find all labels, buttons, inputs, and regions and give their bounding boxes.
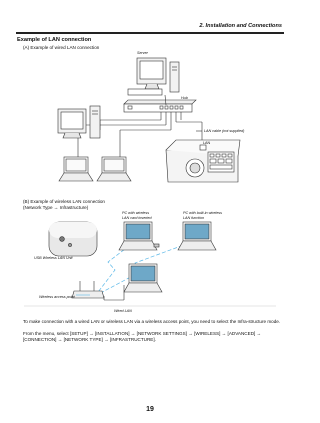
- pc-builtin-label-1: PC with built-in wireless: [183, 211, 222, 215]
- pc-builtin-label-2: LAN function: [183, 216, 205, 220]
- access-point-label: Wireless access point: [39, 295, 75, 299]
- wired-lan-label: Wired LAN: [114, 309, 132, 313]
- laptop-built-in-wireless: [178, 222, 216, 250]
- wireless-access-point: [72, 281, 104, 298]
- pc-card-label-2: LAN card inserted: [122, 216, 152, 220]
- wired-caption: (A) Example of wired LAN connection: [23, 45, 100, 50]
- lan-cable-label: LAN cable (not supplied): [204, 129, 245, 133]
- pc-card-label-1: PC with wireless: [122, 211, 150, 215]
- server-label: Server: [137, 51, 148, 55]
- usb-wireless-lan-unit: [49, 222, 97, 256]
- paragraph-menu-path: From the menu, select [SETUP] → [INSTALLATION] → [NETWORK SETTINGS] → [WIRELESS] → [ADVANCED] → [CONNECTION] → [NETWORK TYPE] → [INFRASTRUCTURE].: [23, 331, 262, 342]
- section-title: Example of LAN connection: [17, 37, 92, 43]
- paragraph-infrastructure-mode: To make connection with a wired LAN or wireless LAN via a wireless access point, you need to select the Infra-structure mode.: [23, 319, 281, 324]
- chapter-title: 2. Installation and Connections: [199, 23, 282, 29]
- wireless-caption-1: (B) Example of wireless LAN connection: [23, 199, 105, 204]
- usb-lan-unit-label: USB Wireless LAN Unit: [34, 256, 73, 260]
- hub-label: Hub: [181, 96, 188, 100]
- page-number: 19: [146, 406, 154, 413]
- wired-laptop: [124, 264, 162, 292]
- lan-port-label: LAN: [203, 141, 211, 145]
- wireless-caption-2: (Network Type → Infrastructure): [23, 205, 89, 210]
- laptop-with-lan-card: [119, 222, 159, 250]
